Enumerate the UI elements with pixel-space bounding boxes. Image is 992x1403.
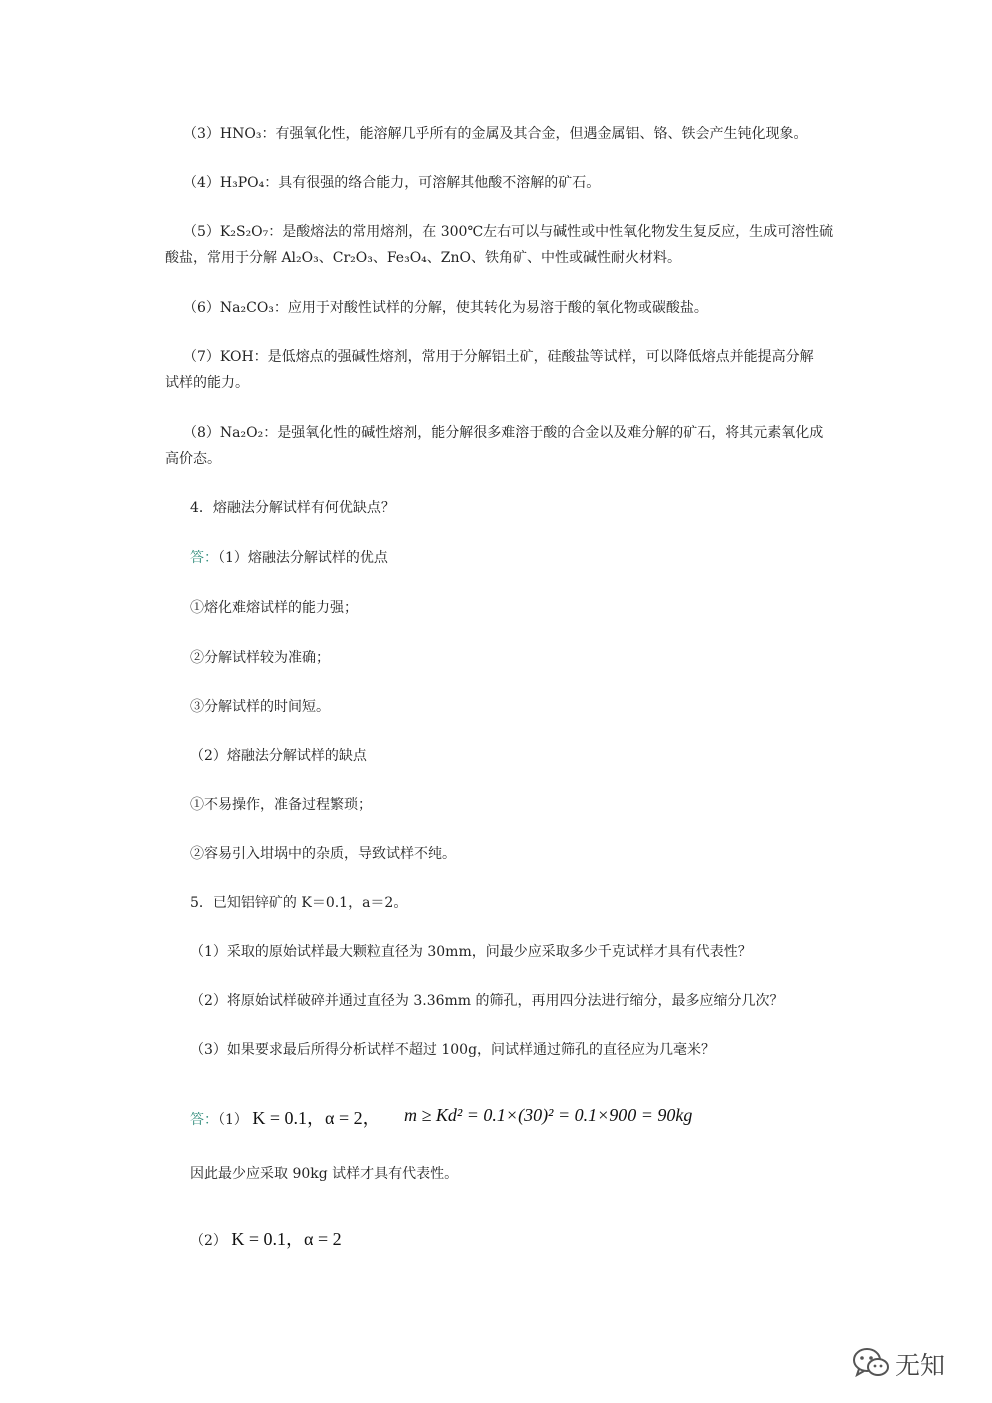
formula-k-alpha-2: K = 0.1，α = 2 — [231, 1229, 342, 1249]
para-koh-line1: （7）KOH：是低熔点的强碱性熔剂，常用于分解铝土矿，硅酸盐等试样，可以降低熔点并能提高分解 — [183, 349, 814, 365]
para-hno3: （3）HNO₃：有强氧化性，能溶解几乎所有的金属及其合金，但遇金属铝、铬、铁会产生钝化现象。 — [183, 126, 808, 142]
para-na2o2-line1: （8）Na₂O₂：是强氧化性的碱性熔剂，能分解很多难溶于酸的合金以及难分解的矿石，将其元素氧化成 — [183, 425, 824, 441]
formula-k-alpha: K = 0.1，α = 2， — [252, 1108, 381, 1128]
answer-label: 答： — [190, 1112, 218, 1128]
answer-4-text: （1）熔融法分解试样的优点 — [218, 550, 388, 566]
para-h3po4: （4）H₃PO₄：具有很强的络合能力，可溶解其他酸不溶解的矿石。 — [183, 175, 601, 191]
para-k2s2o7-line1: （5）K₂S₂O₇：是酸熔法的常用熔剂，在 300℃左右可以与碱性或中性氧化物发生复反应，生成可溶性硫 — [183, 224, 834, 240]
disadvantage-heading: （2）熔融法分解试样的缺点 — [190, 748, 367, 764]
answer-5-conclusion: 因此最少应采取 90kg 试样才具有代表性。 — [190, 1166, 459, 1182]
disadvantage-2: ②容易引入坩埚中的杂质，导致试样不纯。 — [190, 846, 456, 862]
watermark-text: 无知 — [895, 1351, 946, 1380]
para-koh-line2: 试样的能力。 — [165, 375, 249, 391]
para-na2co3: （6）Na₂CO₃：应用于对酸性试样的分解，使其转化为易溶于酸的氧化物或碳酸盐。 — [183, 300, 708, 316]
advantage-1: ①熔化难熔试样的能力强； — [190, 600, 358, 616]
disadvantage-1: ①不易操作，准备过程繁琐； — [190, 797, 372, 813]
advantage-2: ②分解试样较为准确； — [190, 650, 330, 666]
answer-5-part2 — [190, 1227, 342, 1253]
formula-mass: m ≥ Kd² = 0.1×(30)² = 0.1×900 = 90kg — [404, 1105, 693, 1125]
para-na2o2-line2: 高价态。 — [165, 451, 221, 467]
para-k2s2o7-line2: 酸盐，常用于分解 Al₂O₃、Cr₂O₃、Fe₃O₄、ZnO、铁角矿、中性或碱性耐火材料。 — [165, 250, 682, 266]
answer-5-part1 — [190, 1106, 381, 1132]
question-5-1: （1）采取的原始试样最大颗粒直径为 30mm，问最少应采取多少千克试样才具有代表性？ — [190, 944, 752, 960]
question-4: 4．熔融法分解试样有何优缺点？ — [190, 500, 395, 516]
answer-5-part1-number: （1） — [218, 1112, 248, 1128]
question-5-3: （3）如果要求最后所得分析试样不超过 100g，问试样通过筛孔的直径应为几毫米？ — [190, 1042, 716, 1058]
answer-5-part2-number: （2） — [190, 1233, 227, 1249]
question-5: 5．已知铝锌矿的 K＝0.1，a＝2。 — [190, 895, 408, 911]
advantage-3: ③分解试样的时间短。 — [190, 699, 330, 715]
watermark — [851, 1344, 961, 1384]
wechat-icon — [851, 1344, 891, 1380]
answer-4-heading — [190, 550, 388, 566]
question-5-2: （2）将原始试样破碎并通过直径为 3.36mm 的筛孔，再用四分法进行缩分，最多应缩分几次？ — [190, 993, 784, 1009]
answer-label: 答： — [190, 550, 218, 566]
